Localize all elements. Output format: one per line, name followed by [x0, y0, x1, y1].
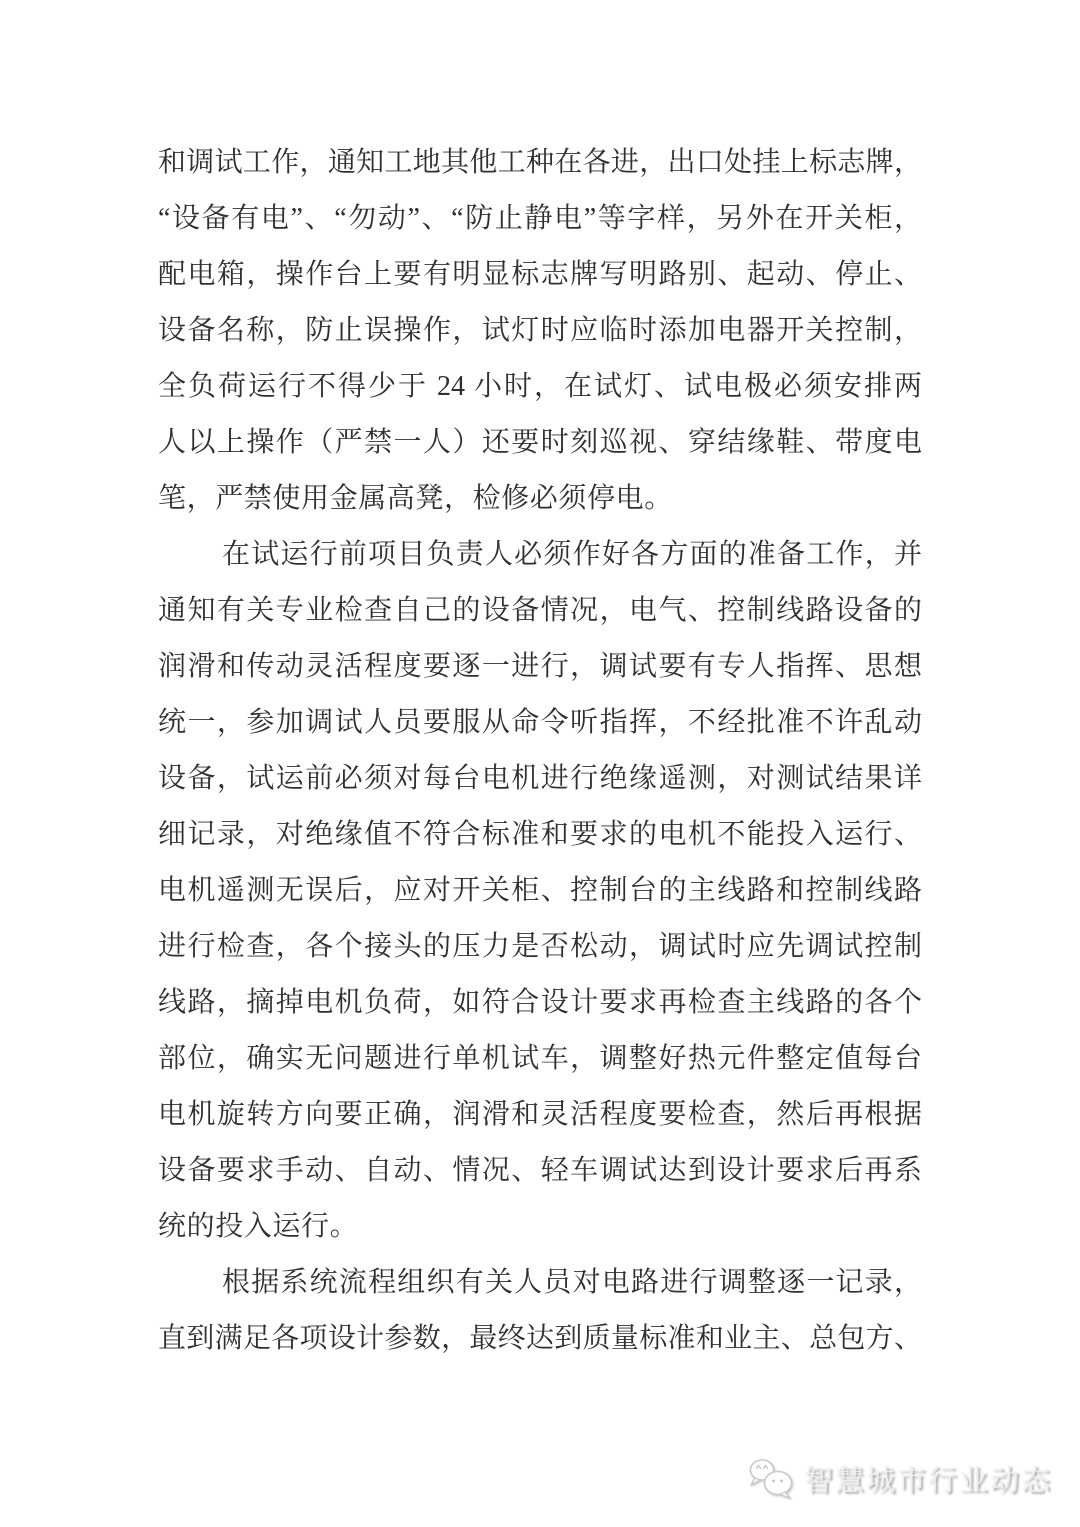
text-line: 电机旋转方向要正确，润滑和灵活程度要检查，然后再根据 — [158, 1099, 922, 1130]
text-line: 根据系统流程组织有关人员对电路进行调整逐一记录， — [222, 1267, 922, 1298]
text-line: 润滑和传动灵活程度要逐一进行，调试要有专人指挥、思想 — [158, 651, 922, 682]
text-line: 统的投入运行。 — [158, 1211, 359, 1242]
text-line: “设备有电”、“勿动”、“防止静电”等字样，另外在开关柜， — [158, 203, 922, 234]
document-body — [158, 135, 922, 1367]
text-line: 电机遥测无误后，应对开关柜、控制台的主线路和控制线路 — [158, 875, 922, 906]
wechat-logo-icon — [748, 1457, 794, 1499]
text-line: 配电箱，操作台上要有明显标志牌写明路别、起动、停止、 — [158, 259, 922, 290]
text-line: 和调试工作，通知工地其他工种在各进，出口处挂上标志牌， — [158, 147, 922, 178]
text-line: 设备，试运前必须对每台电机进行绝缘遥测，对测试结果详 — [158, 763, 922, 794]
text-line: 进行检查，各个接头的压力是否松动，调试时应先调试控制 — [158, 931, 922, 962]
text-line: 设备名称，防止误操作，试灯时应临时添加电器开关控制， — [158, 315, 922, 346]
text-line: 笔，严禁使用金属高凳，检修必须停电。 — [158, 483, 673, 514]
text-line: 在试运行前项目负责人必须作好各方面的准备工作，并 — [222, 539, 922, 570]
text-line: 人以上操作（严禁一人）还要时刻巡视、穿结缘鞋、带度电 — [158, 427, 922, 458]
text-line: 直到满足各项设计参数，最终达到质量标准和业主、总包方、 — [158, 1323, 922, 1354]
text-line: 细记录，对绝缘值不符合标准和要求的电机不能投入运行、 — [158, 819, 922, 850]
text-line: 全负荷运行不得少于 24 小时，在试灯、试电极必须安排两 — [158, 371, 922, 402]
text-line: 设备要求手动、自动、情况、轻车调试达到设计要求后再系 — [158, 1155, 922, 1186]
watermark-text: 智慧城市行业动态 — [803, 1464, 1052, 1497]
watermark — [748, 1457, 1052, 1499]
text-line: 通知有关专业检查自己的设备情况，电气、控制线路设备的 — [158, 595, 922, 626]
text-line: 线路，摘掉电机负荷，如符合设计要求再检查主线路的各个 — [158, 987, 922, 1018]
text-line: 部位，确实无问题进行单机试车，调整好热元件整定值每台 — [158, 1043, 922, 1074]
text-line: 统一，参加调试人员要服从命令听指挥，不经批准不许乱动 — [158, 707, 922, 738]
